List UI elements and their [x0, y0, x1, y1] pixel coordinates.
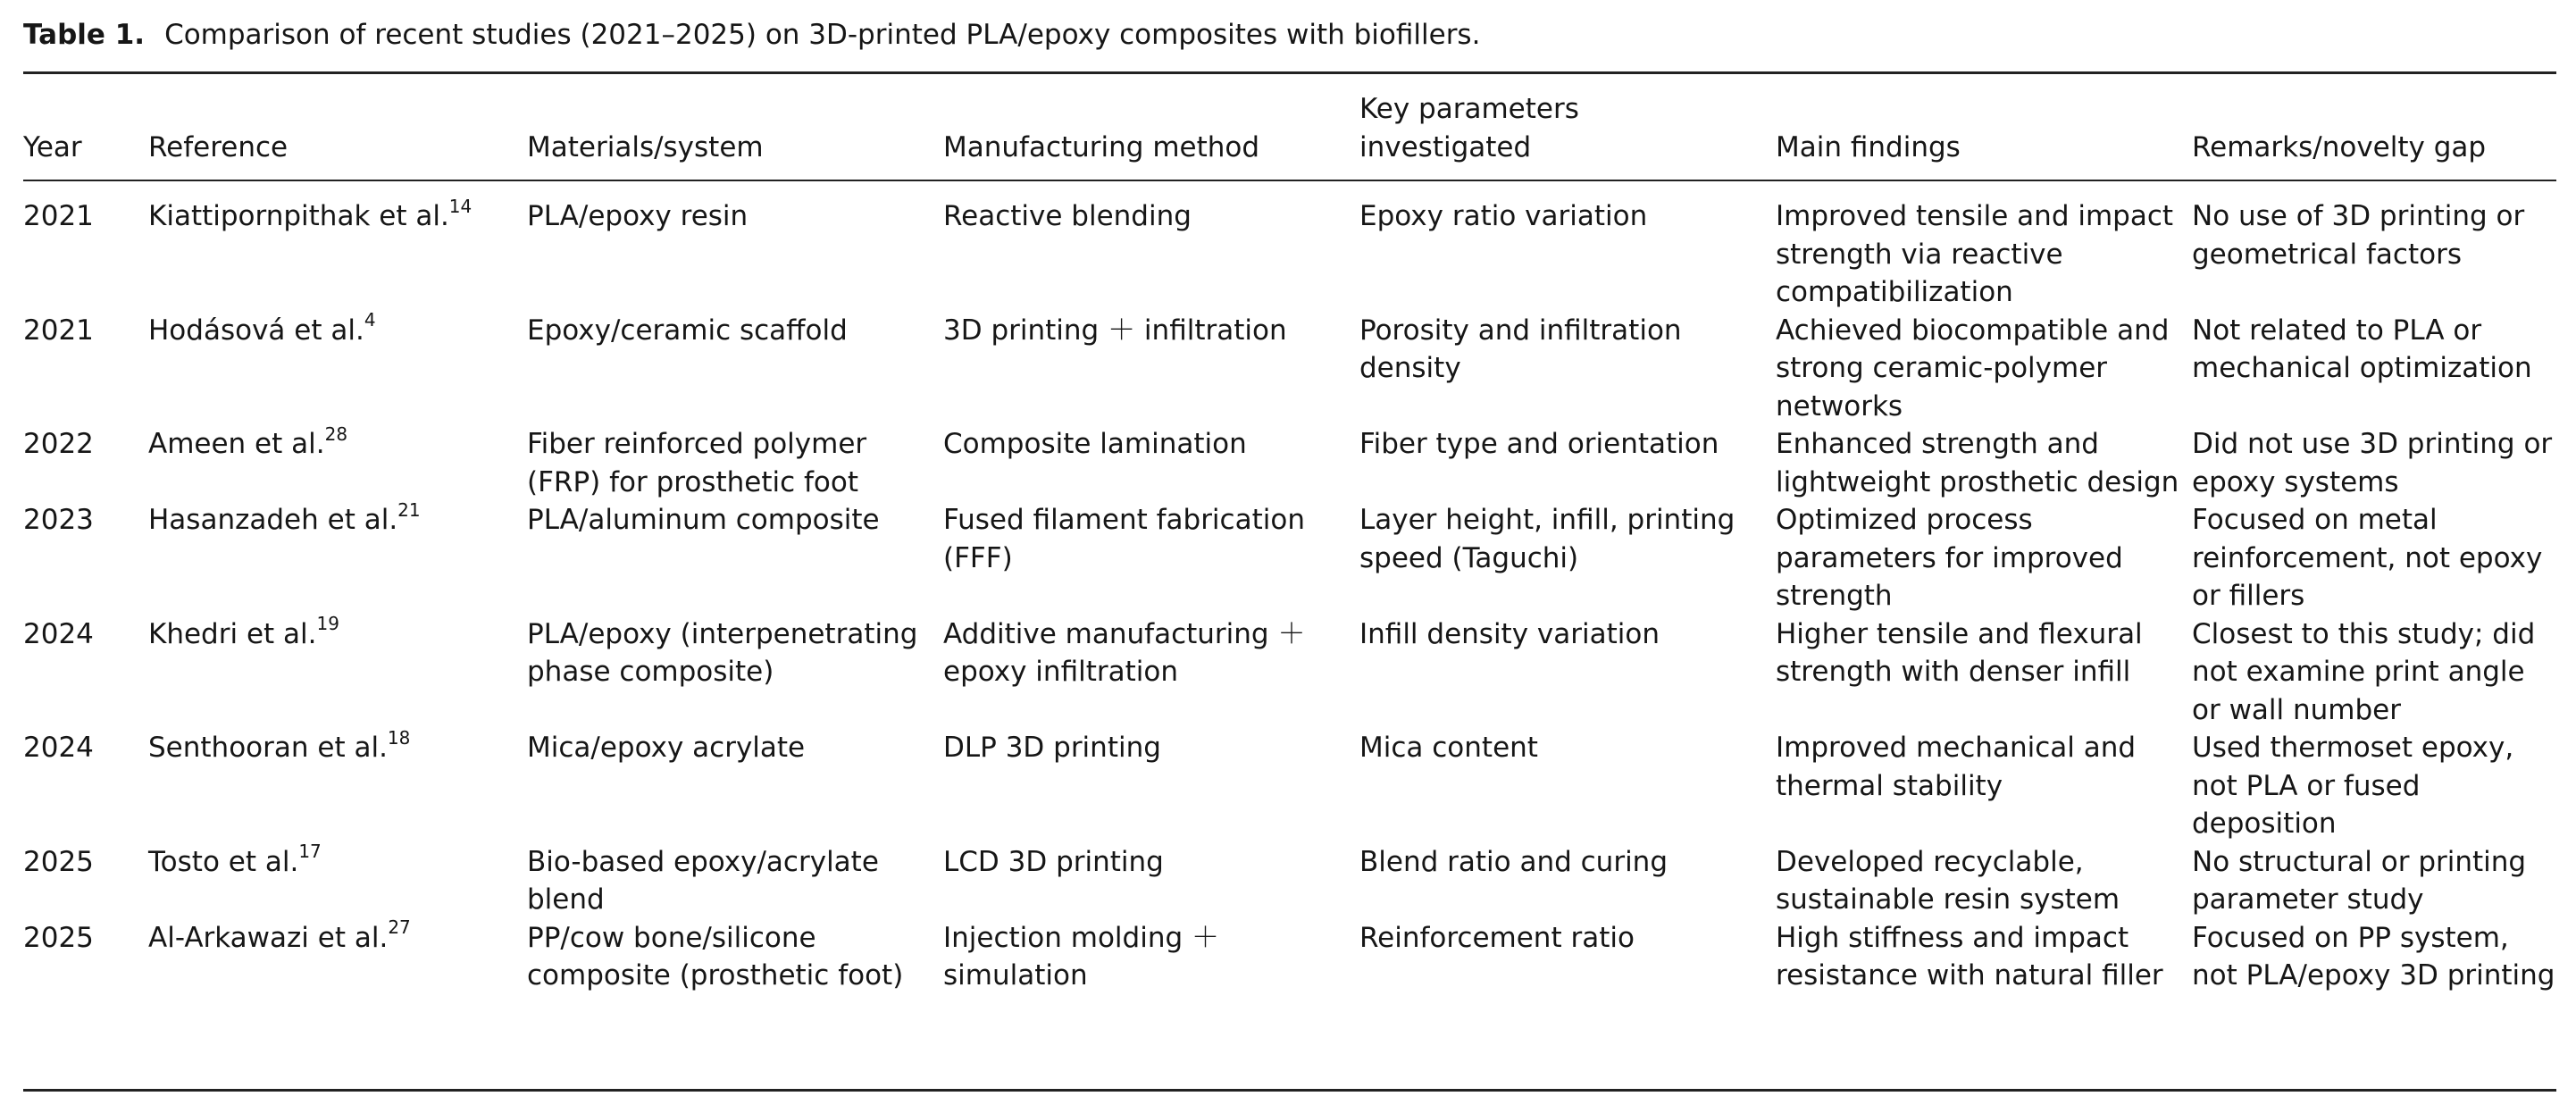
cell-materials: PLA/epoxy (interpenetrating phase composite) — [527, 617, 918, 688]
cell-year: 2024 — [23, 732, 94, 764]
cell-materials: PLA/epoxy resin — [527, 200, 749, 232]
cell-materials: Fiber reinforced polymer (FRP) for prosthetic foot — [527, 428, 867, 498]
cell-year: 2024 — [23, 617, 94, 650]
reference-author: Ameen et al. — [148, 428, 325, 460]
table-row — [23, 312, 2556, 426]
cell-method: 3D printing ＋ infiltration — [943, 314, 1287, 347]
cell-findings: Higher tensile and flexural strength with denser infill — [1776, 617, 2143, 688]
cell-materials: Bio-based epoxy/acrylate blend — [527, 845, 879, 916]
table-row — [23, 729, 2556, 843]
cell-method: DLP 3D printing — [943, 732, 1161, 764]
table-label: Table 1. — [23, 19, 146, 51]
cell-materials: Mica/epoxy acrylate — [527, 732, 806, 764]
cell-reference — [148, 843, 527, 919]
cell-method: LCD 3D printing — [943, 845, 1164, 878]
reference-number: 19 — [316, 613, 339, 635]
cell-remarks: Focused on metal reinforcement, not epoxy or fillers — [2192, 504, 2543, 612]
cell-parameters: Reinforcement ratio — [1359, 921, 1635, 954]
header-parameters-line2: investigated — [1359, 130, 1532, 163]
cell-parameters: Porosity and infiltration density — [1359, 314, 1682, 384]
cell-findings: Developed recyclable, sustainable resin system — [1776, 845, 2120, 916]
comparison-table — [23, 74, 2556, 995]
reference-author: Senthooran et al. — [148, 732, 388, 764]
header-reference: Reference — [148, 130, 289, 163]
cell-findings: Achieved biocompatible and strong ceramic-polymer networks — [1776, 314, 2170, 423]
table-row — [23, 615, 2556, 730]
reference-number: 21 — [397, 498, 421, 521]
reference-number: 28 — [324, 423, 348, 445]
cell-year: 2022 — [23, 428, 94, 460]
cell-reference — [148, 916, 527, 995]
table-row — [23, 425, 2556, 501]
table-row — [23, 501, 2556, 615]
cell-reference — [148, 615, 527, 730]
cell-parameters: Layer height, infill, printing speed (Taguchi) — [1359, 504, 1735, 574]
cell-parameters: Blend ratio and curing — [1359, 845, 1669, 878]
cell-parameters: Infill density variation — [1359, 617, 1660, 650]
cell-method: Composite lamination — [943, 428, 1247, 460]
header-parameters-line1: Key parameters — [1359, 93, 1579, 125]
header-year: Year — [23, 130, 82, 163]
cell-materials: Epoxy/ceramic scaffold — [527, 314, 848, 347]
header-parameters — [1359, 74, 1776, 180]
table-caption-text: Comparison of recent studies (2021–2025) on 3D-printed PLA/epoxy composites with biofillers. — [164, 19, 1481, 51]
reference-number: 4 — [364, 309, 376, 331]
reference-author: Hasanzadeh et al. — [148, 504, 398, 536]
cell-reference — [148, 309, 527, 426]
cell-year: 2021 — [23, 314, 94, 347]
header-findings: Main findings — [1776, 130, 1961, 163]
reference-author: Kiattipornpithak et al. — [148, 200, 449, 232]
cell-findings: Enhanced strength and lightweight prosthetic design — [1776, 428, 2179, 498]
reference-author: Hodásová et al. — [148, 314, 364, 347]
cell-findings: Improved mechanical and thermal stability — [1776, 732, 2137, 802]
cell-remarks: No structural or printing parameter study — [2192, 845, 2527, 916]
cell-method: Injection molding ＋ simulation — [943, 921, 1220, 992]
cell-method: Reactive blending — [943, 200, 1192, 232]
header-method: Manufacturing method — [943, 130, 1260, 163]
cell-findings: Improved tensile and impact strength via reactive compatibilization — [1776, 200, 2174, 308]
cell-parameters: Mica content — [1359, 732, 1538, 764]
cell-year: 2023 — [23, 504, 94, 536]
cell-remarks: No use of 3D printing or geometrical factors — [2192, 200, 2525, 271]
table-header-row — [23, 74, 2556, 180]
table-row — [23, 180, 2556, 312]
table-bottom-rule — [23, 1089, 2556, 1092]
cell-findings: Optimized process parameters for improved strength — [1776, 504, 2123, 612]
cell-method: Fused filament fabrication (FFF) — [943, 504, 1305, 574]
cell-year: 2025 — [23, 845, 94, 878]
cell-method: Additive manufacturing ＋ epoxy infiltration — [943, 617, 1306, 688]
cell-remarks: Used thermoset epoxy, not PLA or fused deposition — [2192, 732, 2514, 840]
reference-author: Khedri et al. — [148, 617, 317, 650]
header-materials: Materials/system — [527, 130, 764, 163]
cell-materials: PP/cow bone/silicone composite (prosthetic foot) — [527, 921, 904, 992]
table-row — [23, 919, 2556, 995]
cell-reference — [148, 425, 527, 501]
cell-parameters: Fiber type and orientation — [1359, 428, 1719, 460]
table-row — [23, 843, 2556, 919]
table-body — [23, 180, 2556, 995]
reference-number: 18 — [387, 726, 411, 749]
cell-findings: High stiffness and impact resistance with natural filler — [1776, 921, 2163, 992]
cell-remarks: Did not use 3D printing or epoxy systems — [2192, 428, 2553, 498]
cell-year: 2021 — [23, 200, 94, 232]
reference-author: Tosto et al. — [148, 845, 299, 878]
cell-reference — [148, 498, 527, 615]
reference-number: 27 — [388, 916, 411, 939]
cell-parameters: Epoxy ratio variation — [1359, 200, 1648, 232]
cell-reference — [148, 726, 527, 843]
cell-remarks: Closest to this study; did not examine print angle or wall number — [2192, 617, 2536, 726]
reference-number: 17 — [298, 841, 322, 863]
header-remarks: Remarks/novelty gap — [2192, 130, 2487, 163]
cell-materials: PLA/aluminum composite — [527, 504, 880, 536]
cell-remarks: Focused on PP system, not PLA/epoxy 3D printing — [2192, 921, 2555, 992]
cell-remarks: Not related to PLA or mechanical optimization — [2192, 314, 2532, 384]
cell-year: 2025 — [23, 921, 94, 954]
table-caption — [23, 13, 1480, 57]
cell-reference — [148, 180, 527, 312]
reference-author: Al-Arkawazi et al. — [148, 921, 389, 954]
reference-number: 14 — [448, 195, 473, 217]
